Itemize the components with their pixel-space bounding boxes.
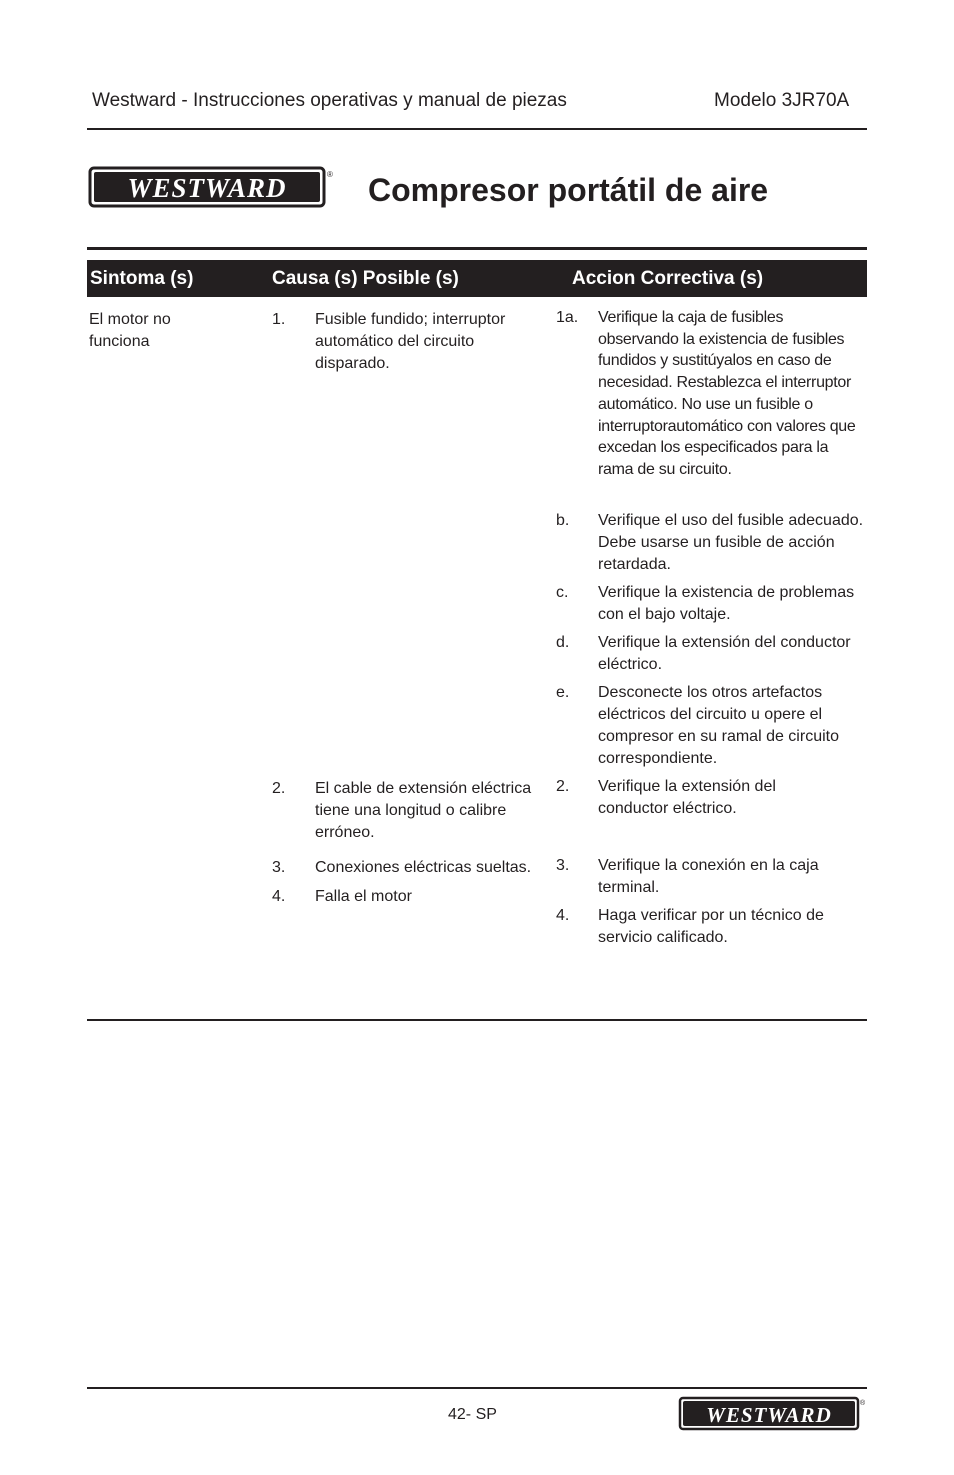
symptom-text: El motor no funciona	[89, 311, 171, 350]
action-text: Desconecte los otros artefactos eléctricos del circuito u opere el compresor en su ramal de circuito correspondiente.	[598, 684, 839, 767]
action-number: 2.	[556, 778, 570, 795]
svg-text:WESTWARD: WESTWARD	[127, 173, 287, 203]
cause-number: 3.	[272, 859, 286, 876]
action-number: b.	[556, 512, 570, 529]
action-text: Verifique la caja de fusibles observando la existencia de fusibles fundidos y sustitúyalos en caso de necesidad. Restablezca el interruptor automático. No use un fusible o interruptorautomático con valores que excedan los especificados para la rama de su circuito.	[598, 309, 856, 478]
action-text: Verifique la extensión del conductor eléctrico.	[598, 634, 851, 673]
header-action: Accion Correctiva (s)	[572, 268, 764, 289]
header-cause: Causa (s) Posible (s)	[272, 268, 459, 289]
cause-number: 2.	[272, 780, 286, 797]
cause-text: Fusible fundido; interruptor automático del circuito disparado.	[315, 311, 506, 372]
footer-rule	[87, 1387, 867, 1389]
action-text: Verifique la extensión del conductor eléctrico.	[598, 778, 776, 817]
svg-text:®: ®	[327, 170, 333, 179]
cause-text: Conexiones eléctricas sueltas.	[315, 859, 532, 876]
page-number: 42- SP	[448, 1406, 497, 1423]
page-title: Compresor portátil de aire	[368, 172, 769, 208]
action-number: c.	[556, 584, 569, 601]
action-number: 3.	[556, 857, 570, 874]
action-text: Haga verificar por un técnico de servicio calificado.	[598, 907, 824, 946]
cause-text: El cable de extensión eléctrica tiene una longitud o calibre erróneo.	[315, 780, 532, 841]
svg-text:®: ®	[860, 1400, 866, 1407]
header-rule	[87, 128, 867, 130]
action-text: Verifique la existencia de problemas con el bajo voltaje.	[598, 584, 855, 623]
header-model: Modelo 3JR70A	[714, 90, 850, 111]
cause-number: 4.	[272, 888, 286, 905]
cause-number: 1.	[272, 311, 286, 328]
table-top-rule	[87, 247, 867, 250]
table-header	[87, 260, 867, 297]
westward-footer-logo	[678, 1396, 868, 1432]
action-number: 1a.	[556, 309, 579, 326]
action-number: 4.	[556, 907, 570, 924]
svg-text:WESTWARD: WESTWARD	[706, 1403, 832, 1427]
table-bottom-rule	[87, 1019, 867, 1021]
cause-text: Falla el motor	[315, 888, 412, 905]
header-symptom: Sintoma (s)	[90, 268, 194, 289]
action-text: Verifique la conexión en la caja terminal.	[598, 857, 819, 896]
action-number: d.	[556, 634, 570, 651]
westward-logo	[88, 166, 334, 210]
header-manual-title: Westward - Instrucciones operativas y manual de piezas	[92, 90, 567, 111]
action-text: Verifique el uso del fusible adecuado. Debe usarse un fusible de acción retardada.	[598, 512, 864, 573]
action-number: e.	[556, 684, 570, 701]
